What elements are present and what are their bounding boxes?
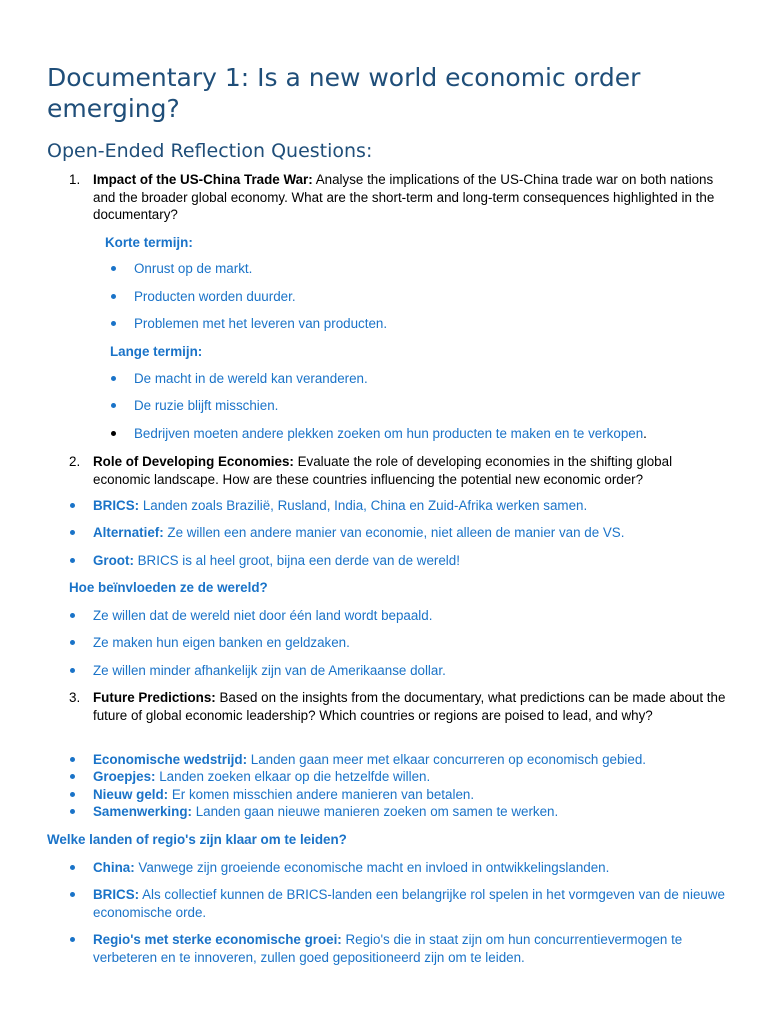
bullet-icon	[70, 503, 75, 508]
list-item-label: Groepjes:	[93, 769, 156, 784]
list-item-label: China:	[93, 860, 135, 875]
list-item-text: Regio's die in staat zijn om hun concurrentievermogen te verbeteren en te innoveren, zullen goed gepositioneerd zijn om te leiden.	[93, 932, 683, 965]
list-item-text: Ze willen een andere manier van economie, niet alleen de manier van de VS.	[163, 525, 625, 540]
bullet-icon	[70, 937, 75, 942]
list-item-label: Regio's met sterke economische groei:	[93, 932, 342, 947]
q1-short-heading: Korte termijn:	[105, 235, 193, 250]
list-item-text: Landen gaan nieuwe manieren zoeken om samen te werken.	[191, 804, 559, 819]
bullet-icon	[70, 640, 75, 645]
list-item-label: BRICS:	[93, 887, 140, 902]
list-item: Ze willen minder afhankelijk zijn van de Amerikaanse dollar.	[93, 663, 446, 678]
list-item-label: BRICS:	[93, 498, 140, 513]
list-item-period: .	[643, 426, 647, 441]
list-item-text: BRICS is al heel groot, bijna een derde van de wereld!	[133, 553, 460, 568]
list-item	[93, 786, 474, 804]
list-item-text: Er komen misschien andere manieren van betalen.	[168, 787, 475, 802]
list-item-label: Samenwerking:	[93, 804, 192, 819]
bullet-icon	[111, 321, 116, 326]
bullet-icon	[111, 294, 116, 299]
list-item-text: Als collectief kunnen de BRICS-landen een belangrijke rol spelen in het vormgeven van de nieuwe economische orde.	[93, 887, 725, 920]
list-item	[93, 768, 430, 786]
bullet-icon	[70, 892, 75, 897]
list-item-text: Landen zoeken elkaar op die hetzelfde willen.	[155, 769, 431, 784]
list-item: De ruzie blijft misschien.	[134, 398, 279, 413]
list-item	[93, 803, 558, 821]
bullet-icon	[70, 774, 75, 779]
list-item: Producten worden duurder.	[134, 289, 296, 304]
list-item-text: Bedrijven moeten andere plekken zoeken om hun producten te maken en te verkopen	[134, 426, 644, 441]
q2-label: Role of Developing Economies:	[93, 454, 294, 469]
list-item: Onrust op de markt.	[134, 261, 253, 276]
bullet-icon	[111, 403, 116, 408]
list-item-label: Groot:	[93, 553, 134, 568]
list-item: Problemen met het leveren van producten.	[134, 316, 388, 331]
list-item-text: Landen gaan meer met elkaar concurreren op economisch gebied.	[247, 752, 647, 767]
list-item	[93, 886, 733, 921]
bullet-icon	[111, 266, 116, 271]
q1-number: 1.	[69, 172, 81, 187]
bullet-icon	[70, 668, 75, 673]
q1-text: Analyse the implications of the US-China trade war on both nations and the broader global economy. What are the short-term and long-term consequences highlighted in the documentary?	[93, 172, 715, 222]
q2-question	[93, 453, 733, 488]
q3-label: Future Predictions:	[93, 690, 216, 705]
list-item	[93, 524, 624, 542]
q1-question	[93, 171, 733, 224]
list-item	[134, 425, 647, 443]
list-item: Ze willen dat de wereld niet door één land wordt bepaald.	[93, 608, 433, 623]
q3-number: 3.	[69, 690, 81, 705]
list-item: Ze maken hun eigen banken en geldzaken.	[93, 635, 350, 650]
bullet-icon	[70, 530, 75, 535]
bullet-icon	[70, 558, 75, 563]
bullet-icon	[70, 865, 75, 870]
bullet-icon	[111, 376, 116, 381]
bullet-icon	[70, 757, 75, 762]
list-item-text: Landen zoals Brazilië, Rusland, India, China en Zuid-Afrika werken samen.	[139, 498, 588, 513]
section-subtitle: Open-Ended Reflection Questions:	[47, 140, 373, 162]
bullet-icon	[111, 431, 116, 436]
list-item-label: Alternatief:	[93, 525, 164, 540]
q2-text: Evaluate the role of developing economies in the shifting global economic landscape. How are these countries influencing the potential new economic order?	[93, 454, 673, 487]
list-item	[93, 751, 646, 769]
list-item: De macht in de wereld kan veranderen.	[134, 371, 368, 386]
bullet-icon	[70, 809, 75, 814]
page-title: Documentary 1: Is a new world economic order emerging?	[47, 63, 641, 123]
bullet-icon	[70, 613, 75, 618]
list-item	[93, 859, 733, 877]
list-item	[93, 497, 587, 515]
q2-number: 2.	[69, 454, 81, 469]
list-item	[93, 931, 733, 966]
bullet-icon	[70, 792, 75, 797]
q3-text: Based on the insights from the documentary, what predictions can be made about the future of global economic leadership? Which countries or regions are poised to lead, and why?	[93, 690, 726, 723]
q3-question	[93, 689, 733, 724]
list-item-text: Vanwege zijn groeiende economische macht en invloed in ontwikkelingslanden.	[134, 860, 610, 875]
q1-label: Impact of the US-China Trade War:	[93, 172, 313, 187]
q1-long-heading: Lange termijn:	[110, 344, 203, 359]
q2-influence-heading: Hoe beïnvloeden ze de wereld?	[69, 580, 268, 595]
list-item-label: Nieuw geld:	[93, 787, 169, 802]
q3-lead-heading: Welke landen of regio's zijn klaar om te leiden?	[47, 832, 347, 847]
list-item-label: Economische wedstrijd:	[93, 752, 248, 767]
list-item	[93, 552, 460, 570]
